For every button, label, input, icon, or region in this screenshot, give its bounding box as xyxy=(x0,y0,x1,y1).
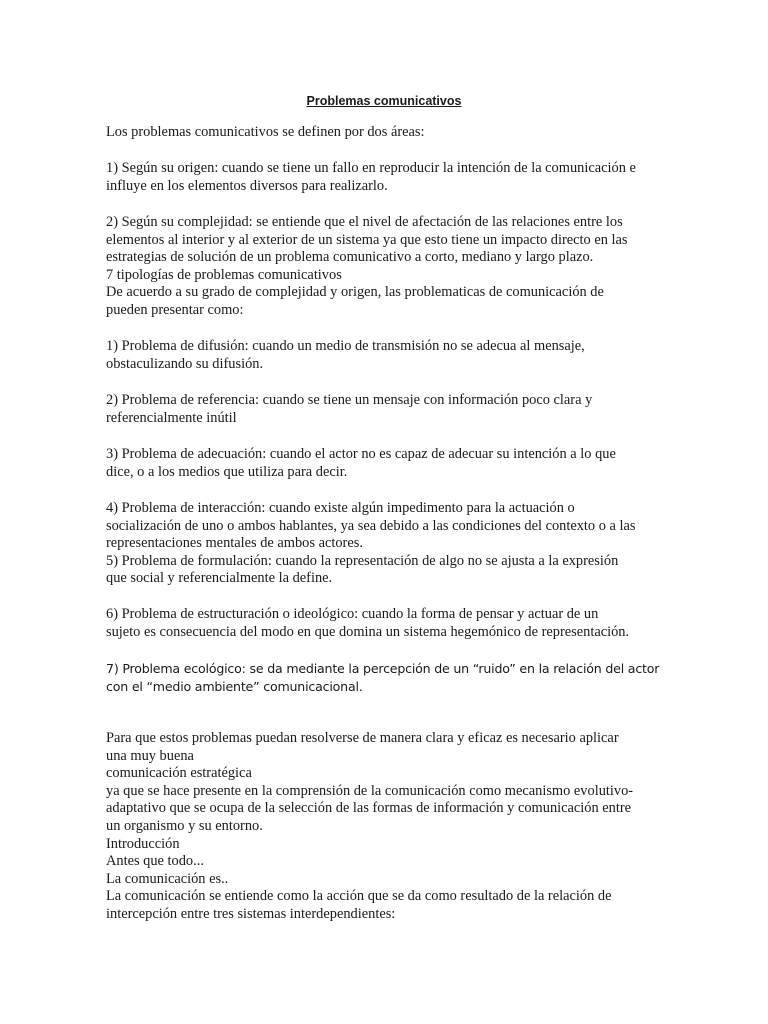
text-line: pueden presentar como: xyxy=(106,301,244,318)
text-line: adaptativo que se ocupa de la selección de las formas de información y comunicación entre xyxy=(106,800,632,817)
paragraph-origin xyxy=(106,160,666,195)
paragraph-strategy xyxy=(106,730,666,924)
text-line: una muy buena xyxy=(106,747,194,764)
text-line: con el “medio ambiente” comunicacional. xyxy=(106,678,363,694)
text-line: ya que se hace presente en la comprensión de la comunicación como mecanismo evolutivo- xyxy=(106,782,634,799)
text-line: sujeto es consecuencia del modo en que domina un sistema hegemónico de representación. xyxy=(106,623,630,640)
text-line: obstaculizando su difusión. xyxy=(106,355,264,372)
paragraph-reference xyxy=(106,392,666,427)
text-line: un organismo y su entorno. xyxy=(106,817,263,834)
text-line: influye en los elementos diversos para realizarlo. xyxy=(106,177,388,194)
text-line: 1) Problema de difusión: cuando un medio de transmisión no se adecua al mensaje, xyxy=(106,338,585,354)
text-line: 1) Según su origen: cuando se tiene un fallo en reproducir la intención de la comunicación e xyxy=(106,160,636,176)
text-line: referencialmente inútil xyxy=(106,409,237,426)
text-line: 7) Problema ecológico: se da mediante la percepción de un “ruido” en la relación del actor xyxy=(106,661,660,676)
text-line: 7 tipologías de problemas comunicativos xyxy=(106,266,342,283)
paragraph-ecological xyxy=(106,660,666,695)
text-line: representaciones mentales de ambos actores. xyxy=(106,535,363,552)
paragraph-intro xyxy=(106,124,666,142)
text-line: 6) Problema de estructuración o ideológico: cuando la forma de pensar y actuar de un xyxy=(106,606,599,622)
paragraph-interaction xyxy=(106,500,666,588)
paragraph-structuring xyxy=(106,606,666,641)
document-title: Problemas comunicativos xyxy=(306,94,462,108)
text-line: 2) Según su complejidad: se entiende que el nivel de afectación de las relaciones entre los xyxy=(106,214,623,230)
paragraph-adequacy xyxy=(106,446,666,481)
text-line: socialización de uno o ambos hablantes, ya sea debido a las condiciones del contexto o a las xyxy=(106,517,636,534)
text-line: De acuerdo a su grado de complejidad y origen, las problematicas de comunicación de xyxy=(106,284,604,301)
text-line: La comunicación se entiende como la acción que se da como resultado de la relación de xyxy=(106,888,612,905)
text-line: comunicación estratégica xyxy=(106,765,252,782)
paragraph-diffusion xyxy=(106,338,666,373)
text-line: que social y referencialmente la define. xyxy=(106,570,333,587)
text-line: Para que estos problemas puedan resolverse de manera clara y eficaz es necesario aplicar xyxy=(106,730,619,746)
text-line: 4) Problema de interacción: cuando existe algún impedimento para la actuación o xyxy=(106,500,575,516)
text-line: Introducción xyxy=(106,835,180,852)
text-line: elementos al interior y al exterior de un sistema ya que esto tiene un impacto directo en las xyxy=(106,231,628,248)
text-line: 5) Problema de formulación: cuando la representación de algo no se ajusta a la expresión xyxy=(106,552,619,569)
text-line: 2) Problema de referencia: cuando se tiene un mensaje con información poco clara y xyxy=(106,392,593,408)
text-line: dice, o a los medios que utiliza para decir. xyxy=(106,463,348,480)
text-line: 3) Problema de adecuación: cuando el actor no es capaz de adecuar su intención a lo que xyxy=(106,446,616,462)
text-line: Antes que todo... xyxy=(106,853,204,870)
text-line: La comunicación es.. xyxy=(106,870,229,887)
text-line: intercepción entre tres sistemas interdependientes: xyxy=(106,905,396,922)
text-line: Los problemas comunicativos se definen por dos áreas: xyxy=(106,124,425,140)
paragraph-complexity xyxy=(106,214,666,320)
text-line: estrategias de solución de un problema comunicativo a corto, mediano y largo plazo. xyxy=(106,249,594,266)
